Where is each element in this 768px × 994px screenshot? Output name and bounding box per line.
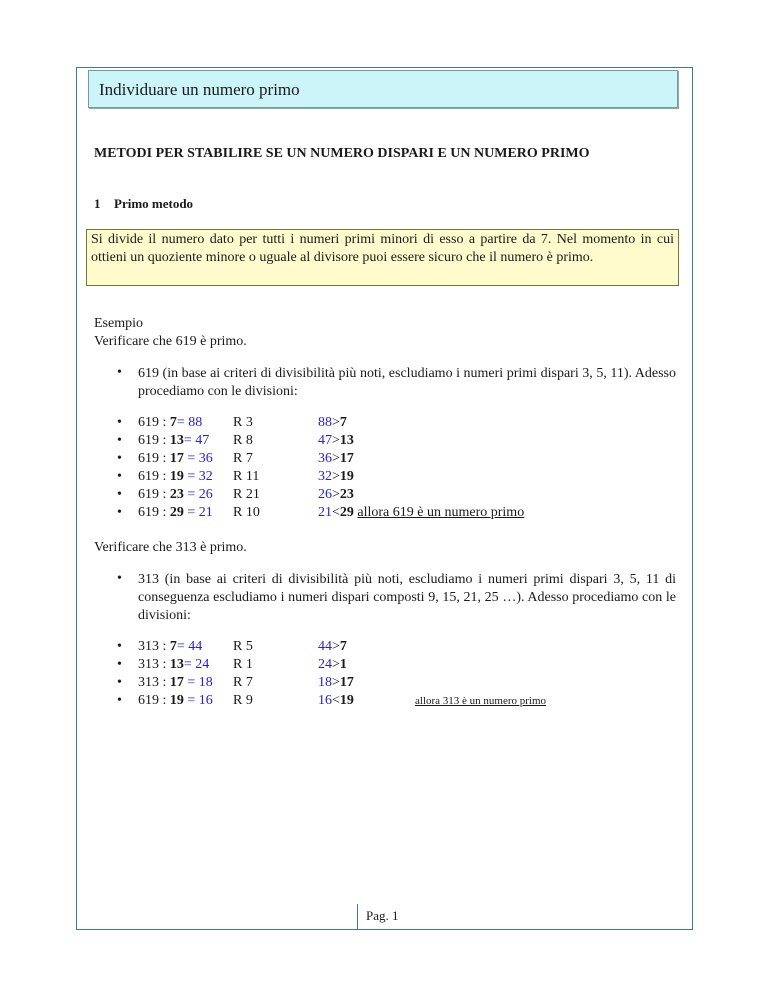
remainder: R 8 — [233, 433, 253, 448]
comparison-operator: > — [332, 451, 340, 466]
section-heading — [94, 196, 193, 212]
division: 313 : 7= 44 — [138, 639, 203, 654]
bullet-dot: • — [117, 675, 122, 690]
quotient: 44 — [188, 639, 203, 654]
quotient: 88 — [188, 415, 203, 430]
bullet-dot: • — [117, 639, 122, 654]
compared-quotient: 88 — [318, 415, 332, 430]
divisor: 13 — [169, 433, 184, 448]
example-label: Esempio — [94, 316, 143, 331]
page-title: Individuare un numero primo — [88, 70, 678, 108]
bullet-dot: • — [117, 469, 122, 484]
dividend: 619 — [138, 505, 159, 520]
bullet-dot: • — [117, 657, 122, 672]
division: 619 : 23 = 26 — [138, 487, 213, 502]
dividend: 313 — [138, 639, 159, 654]
equals-sign: = — [183, 657, 196, 672]
example-task-313: Verificare che 313 è primo. — [94, 540, 247, 555]
comparison-operator: > — [332, 433, 340, 448]
quotient: 18 — [198, 675, 213, 690]
dividend: 619 — [138, 451, 159, 466]
remainder: R 5 — [233, 639, 253, 654]
equals-sign: = — [183, 505, 199, 520]
remainder: R 3 — [233, 415, 253, 430]
quotient: 32 — [198, 469, 213, 484]
comparison-operator: > — [332, 487, 340, 502]
divisor: 17 — [169, 675, 184, 690]
comparison-operator: > — [332, 639, 340, 654]
compared-divisor: 17 — [339, 675, 354, 690]
comparison-operator: > — [332, 469, 340, 484]
comparison-operator: > — [332, 675, 340, 690]
conclusion: allora 313 è un numero primo — [415, 695, 547, 707]
compared-divisor: 7 — [339, 415, 347, 430]
quotient: 47 — [195, 433, 210, 448]
bullet-dot: • — [117, 571, 122, 586]
comparison — [318, 486, 354, 504]
remainder: R 7 — [233, 451, 253, 466]
footer-divider — [357, 904, 358, 930]
divisor: 29 — [169, 505, 184, 520]
compared-divisor: 13 — [339, 433, 354, 448]
dividend: 619 — [138, 415, 159, 430]
comparison — [318, 432, 354, 450]
division: 313 : 13= 24 — [138, 657, 210, 672]
divisor: 19 — [169, 469, 184, 484]
dividend: 619 — [138, 433, 159, 448]
main-heading: METODI PER STABILIRE SE UN NUMERO DISPARI E UN NUMERO PRIMO — [94, 146, 590, 161]
quotient: 16 — [198, 693, 213, 708]
divisor: 7 — [169, 639, 177, 654]
comparison — [318, 674, 354, 692]
dividend: 313 — [138, 675, 159, 690]
division: 619 : 19 = 32 — [138, 469, 213, 484]
comparison — [318, 414, 347, 432]
comparison — [318, 504, 524, 522]
remainder: R 10 — [233, 505, 260, 520]
equals-sign: = — [183, 433, 196, 448]
compared-divisor: 19 — [339, 693, 354, 708]
comparison — [318, 692, 354, 710]
comparison — [318, 450, 354, 468]
equals-sign: = — [176, 415, 189, 430]
equals-sign: = — [176, 639, 189, 654]
division: 619 : 13= 47 — [138, 433, 210, 448]
conclusion: allora 619 è un numero primo — [357, 505, 525, 520]
compared-quotient: 24 — [318, 657, 332, 672]
compared-quotient: 47 — [318, 433, 332, 448]
division: 619 : 7= 88 — [138, 415, 203, 430]
equals-sign: = — [183, 469, 199, 484]
compared-quotient: 26 — [318, 487, 332, 502]
division: 619 : 17 = 36 — [138, 451, 213, 466]
divisor: 19 — [169, 693, 184, 708]
compared-quotient: 44 — [318, 639, 332, 654]
equals-sign: = — [183, 693, 199, 708]
compared-divisor: 19 — [339, 469, 354, 484]
compared-divisor: 23 — [339, 487, 354, 502]
section-number: 1 — [94, 196, 101, 211]
compared-quotient: 36 — [318, 451, 332, 466]
dividend: 313 — [138, 657, 159, 672]
comparison-operator: < — [332, 505, 340, 520]
bullet-dot: • — [117, 365, 122, 380]
example-intro-313: 313 (in base ai criteri di divisibilità più noti, escludiamo i numeri primi dispari 3, 5, 11 di conseguenza escludiamo i numeri dispari composti 9, 15, 21, 25 …). Adesso procediamo con le divisioni: — [138, 572, 676, 623]
section-title: Primo metodo — [114, 196, 194, 211]
dividend: 619 — [138, 693, 159, 708]
remainder: R 11 — [233, 469, 260, 484]
compared-quotient: 32 — [318, 469, 332, 484]
quotient: 26 — [198, 487, 213, 502]
compared-divisor: 17 — [339, 451, 354, 466]
quotient: 36 — [198, 451, 213, 466]
dividend: 619 — [138, 469, 159, 484]
remainder: R 21 — [233, 487, 260, 502]
quotient: 24 — [195, 657, 210, 672]
bullet-dot: • — [117, 487, 122, 502]
equals-sign: = — [183, 451, 199, 466]
division: 619 : 19 = 16 — [138, 693, 213, 708]
equals-sign: = — [183, 487, 199, 502]
compared-divisor: 29 — [339, 505, 354, 520]
compared-quotient: 18 — [318, 675, 332, 690]
example-task-619: Verificare che 619 è primo. — [94, 334, 247, 349]
quotient: 21 — [198, 505, 213, 520]
remainder: R 1 — [233, 657, 253, 672]
rule-box: Si divide il numero dato per tutti i numeri primi minori di esso a partire da 7. Nel momento in cui ottieni un quoziente minore o uguale al divisore puoi essere sicuro che il numero è primo. — [86, 229, 679, 286]
comparison-operator: > — [332, 415, 340, 430]
page-number: Pag. 1 — [366, 908, 399, 923]
compared-quotient: 16 — [318, 693, 332, 708]
equals-sign: = — [183, 675, 199, 690]
comparison — [318, 468, 354, 486]
bullet-dot: • — [117, 693, 122, 708]
divisor: 23 — [169, 487, 184, 502]
remainder: R 7 — [233, 675, 253, 690]
compared-divisor: 7 — [339, 639, 347, 654]
division: 619 : 29 = 21 — [138, 505, 213, 520]
compared-quotient: 21 — [318, 505, 332, 520]
bullet-dot: • — [117, 433, 122, 448]
divisor: 7 — [169, 415, 177, 430]
bullet-dot: • — [117, 451, 122, 466]
compared-divisor: 1 — [339, 657, 347, 672]
comparison — [318, 656, 347, 674]
divisor: 13 — [169, 657, 184, 672]
dividend: 619 — [138, 487, 159, 502]
bullet-dot: • — [117, 505, 122, 520]
bullet-dot: • — [117, 415, 122, 430]
comparison — [318, 638, 347, 656]
divisor: 17 — [169, 451, 184, 466]
division: 313 : 17 = 18 — [138, 675, 213, 690]
remainder: R 9 — [233, 693, 253, 708]
comparison-operator: > — [332, 657, 340, 672]
comparison-operator: < — [332, 693, 340, 708]
example-intro-619: 619 (in base ai criteri di divisibilità più noti, escludiamo i numeri primi dispari 3, 5, 11). Adesso procediamo con le divisioni: — [138, 366, 676, 399]
